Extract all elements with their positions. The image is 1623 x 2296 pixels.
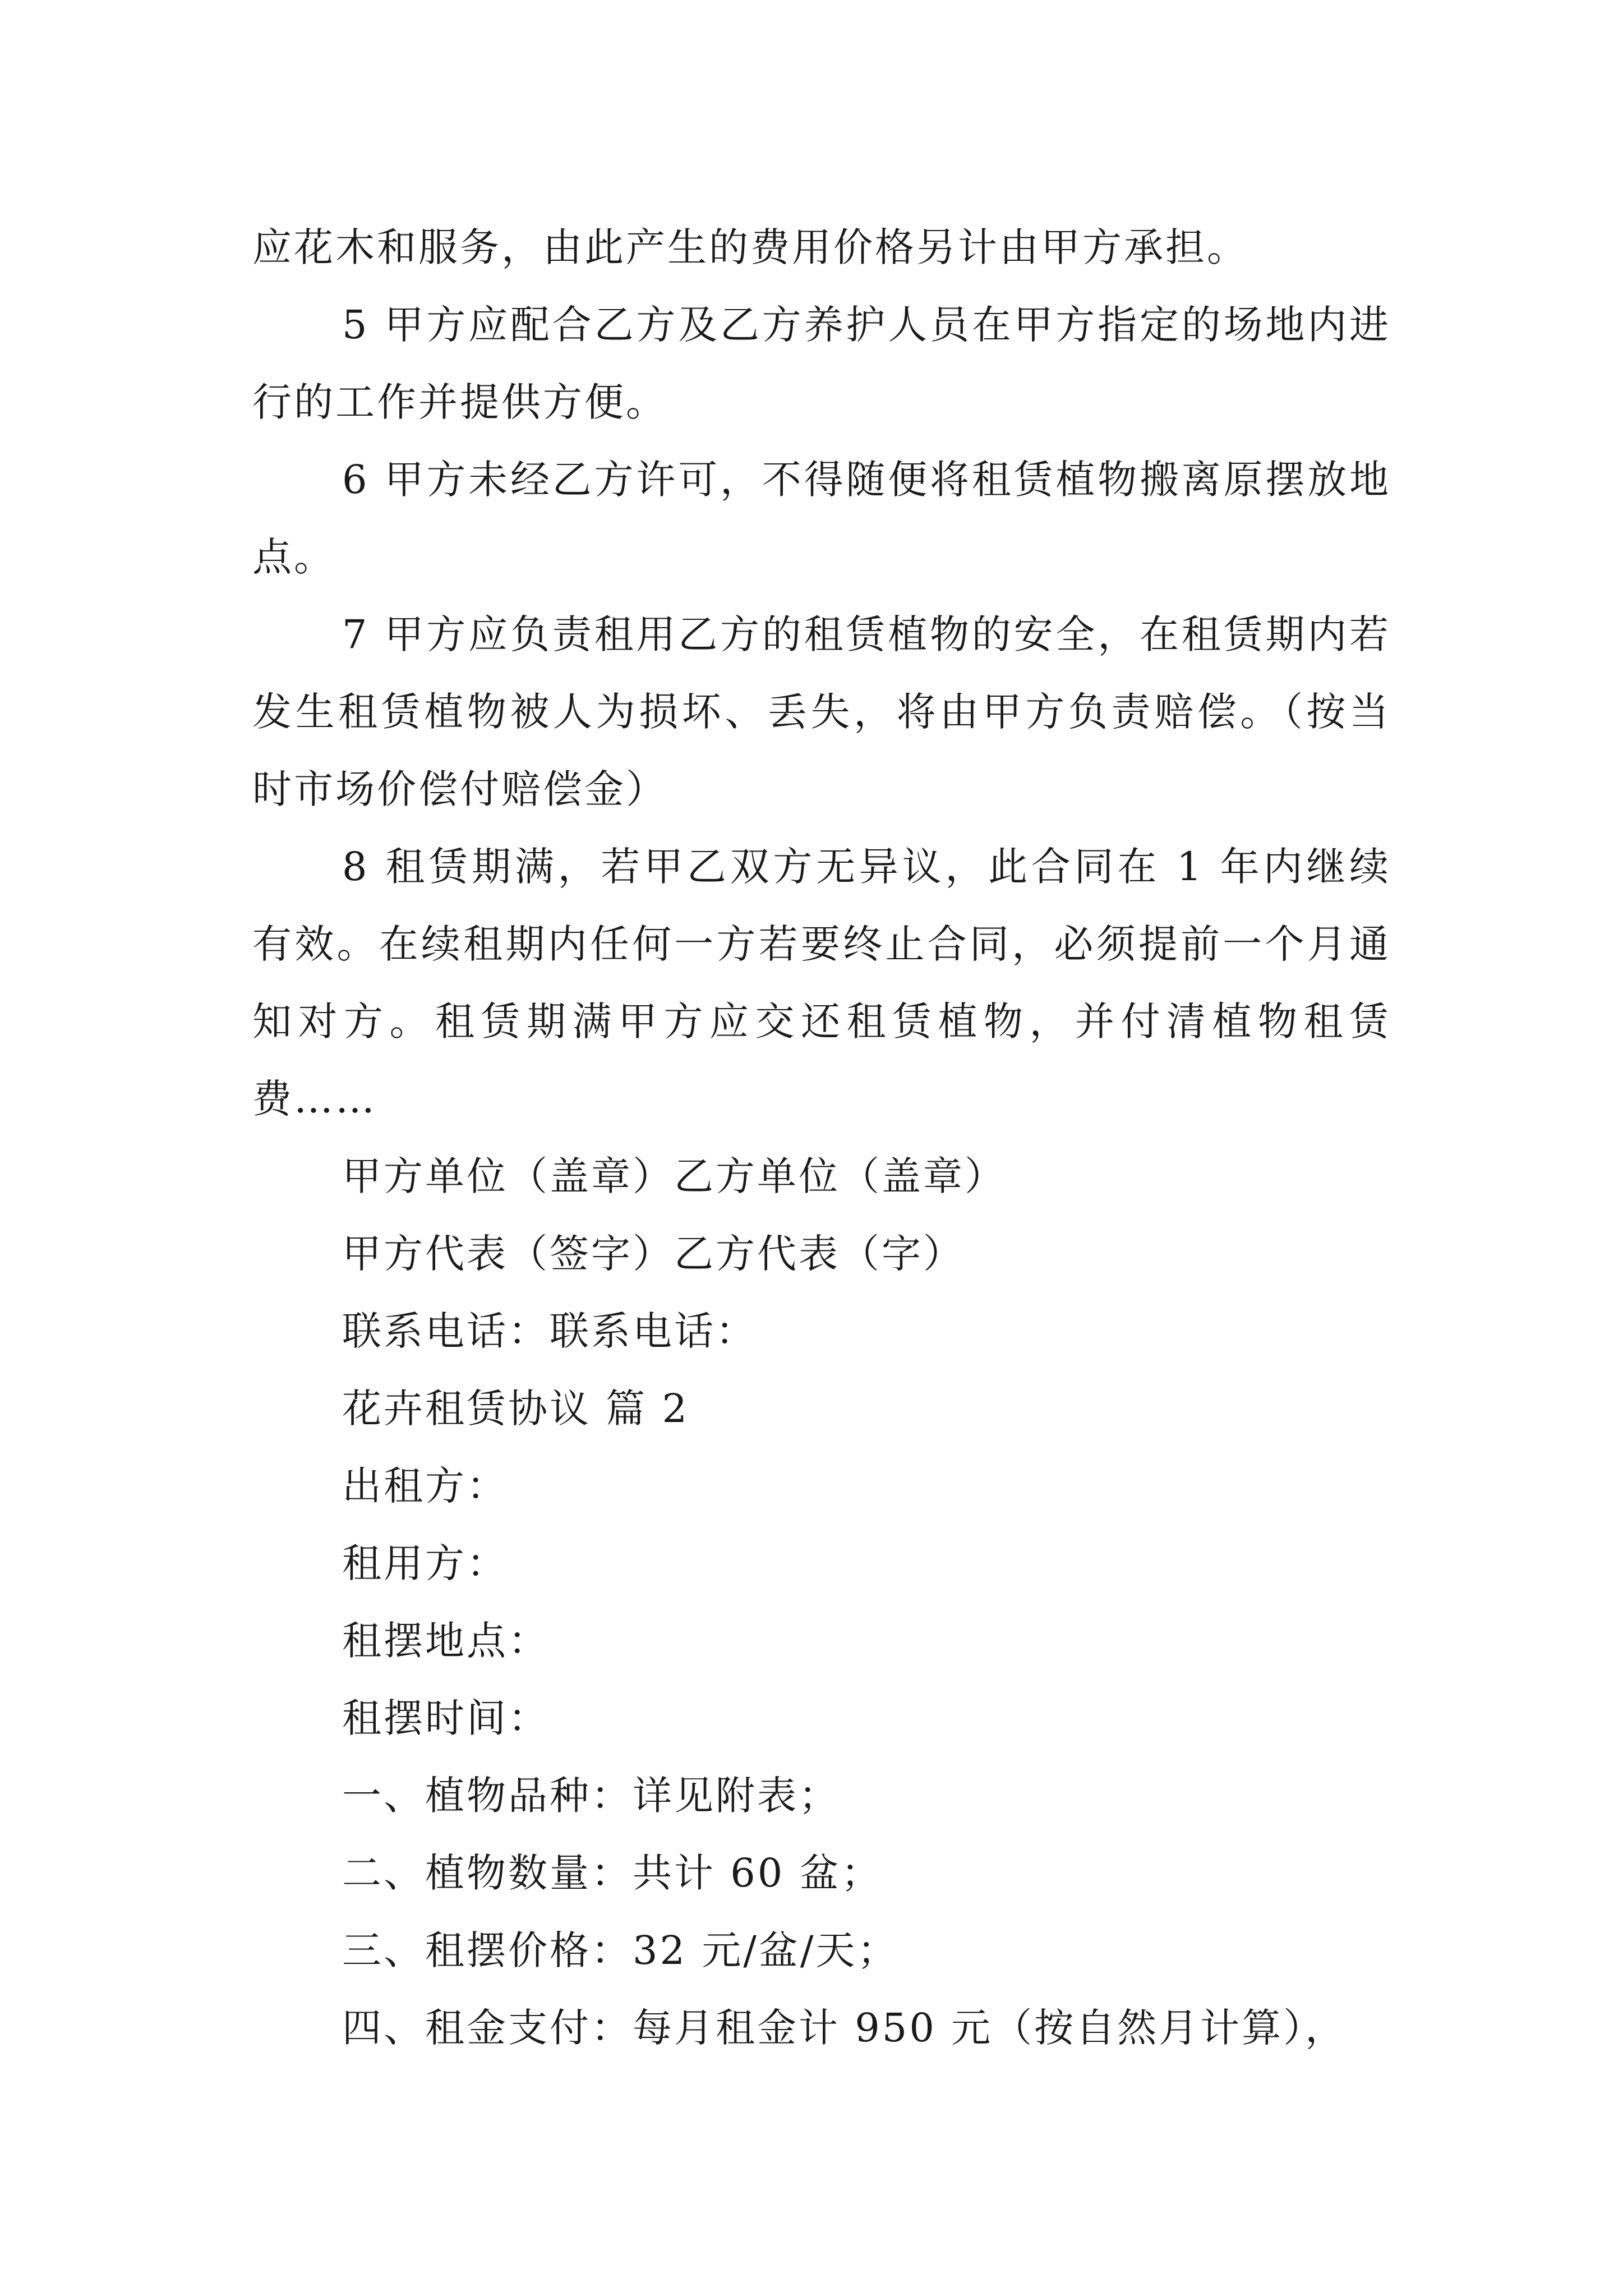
- paragraph-clause-5: 5 甲方应配合乙方及乙方养护人员在甲方指定的场地内进行的工作并提供方便。: [252, 302, 1391, 425]
- field-lessor: 出租方：: [342, 1463, 508, 1509]
- signature-contact-phones: 联系电话：联系电话：: [342, 1308, 757, 1354]
- item-plant-quantity: 二、植物数量：共计 60 盆；: [342, 1850, 883, 1896]
- paragraph-clause-8: 8 租赁期满，若甲乙双方无异议，此合同在 1 年内继续有效。在续租期内任何一方若要终止合同，必须提前一个月通知对方。租赁期满甲方应交还租赁植物，并付清植物租赁费……: [252, 844, 1391, 1122]
- paragraph-clause-6: 6 甲方未经乙方许可，不得随便将租赁植物搬离原摆放地点。: [252, 457, 1391, 580]
- signature-party-representatives: 甲方代表（签字）乙方代表（字）: [342, 1231, 965, 1277]
- section-heading: 花卉租赁协议 篇 2: [342, 1386, 690, 1432]
- field-period: 租摆时间：: [342, 1695, 550, 1741]
- document-body: [252, 209, 1391, 2067]
- signature-party-units: 甲方单位（盖章）乙方单位（盖章）: [342, 1153, 1006, 1199]
- paragraph-continuation: 应花木和服务，由此产生的费用价格另计由甲方承担。: [252, 224, 1248, 270]
- paragraph-clause-7: 7 甲方应负责租用乙方的租赁植物的安全，在租赁期内若发生租赁植物被人为损坏、丢失，将由甲方负责赔偿。（按当时市场价偿付赔偿金）: [252, 611, 1391, 812]
- item-rent-payment: 四、租金支付：每月租金计 950 元（按自然月计算），: [342, 2005, 1347, 2051]
- field-lessee: 租用方：: [342, 1540, 508, 1586]
- item-rental-price: 三、租摆价格：32 元/盆/天；: [342, 1927, 899, 1973]
- field-location: 租摆地点：: [342, 1618, 550, 1664]
- item-plant-variety: 一、植物品种：详见附表；: [342, 1773, 840, 1819]
